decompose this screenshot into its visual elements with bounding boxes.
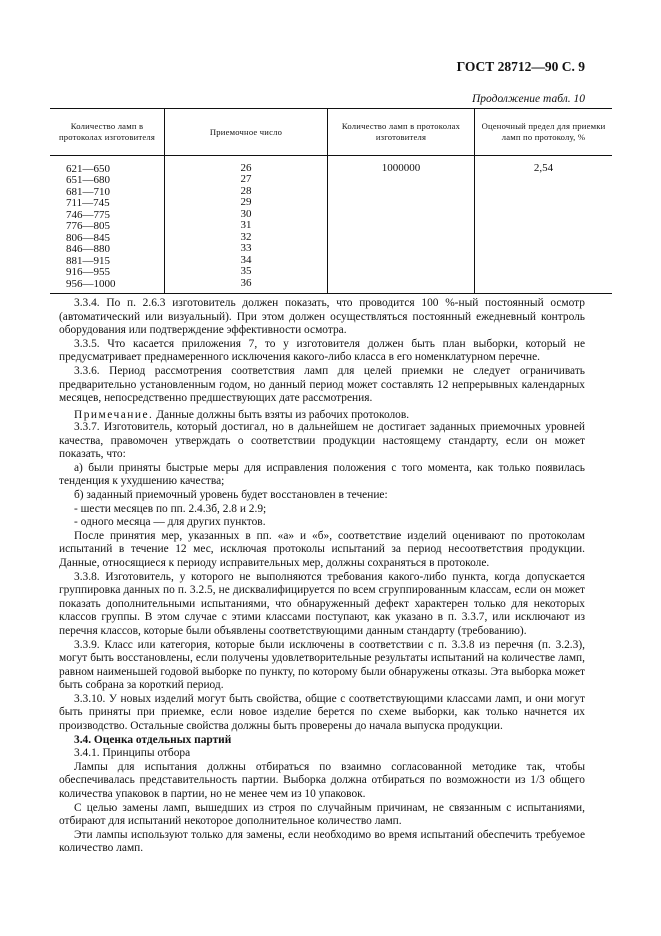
lamp-count-column [328, 156, 475, 294]
section-heading-3-4: 3.4. Оценка отдельных партий [74, 733, 232, 746]
table-body-row [50, 156, 612, 294]
acceptance-cell: 33 [240, 242, 252, 255]
note-text: Данные должны быть взяты из рабочих протоколов. [153, 408, 410, 421]
paragraph-3-3-5: 3.3.5. Что касается приложения 7, то у изготовителя должен быть план выборки, который не предусматривает преднамеренного исключения какого-либо класса в его номенклатурном перечне. [59, 337, 585, 364]
note-label: Примечание. [74, 408, 154, 421]
table-caption: Продолжение табл. 10 [472, 93, 585, 105]
paragraph-3-3-7-b2: - одного месяца — для других пунктов. [74, 516, 266, 529]
paragraph-3-3-7: 3.3.7. Изготовитель, который достигал, но в дальнейшем не достигает заданных приемочных уровней качества, правомочен утверждать о соответствии продукции настоящему стандарту, если он может показать, что: [59, 421, 585, 461]
range-cell: 621—650 [66, 163, 110, 175]
column-header-estimated-limit: Оценочный предел для приемки ламп по протоколу, % [475, 109, 613, 156]
paragraph-3-4-1-c: Эти лампы используют только для замены, если необходимо во время испытаний обеспечить требуемое количество ламп. [59, 828, 585, 855]
paragraph-3-3-7-a: а) были приняты быстрые меры для исправления положения с того момента, как только появилась тенденция к ухудшению качества; [59, 461, 585, 488]
acceptance-cell: 34 [240, 253, 252, 266]
acceptance-cell: 35 [240, 265, 252, 278]
range-cell: 806—845 [66, 231, 110, 244]
column-header-lamp-count-2: Количество ламп в протоколах изготовителя [328, 109, 475, 156]
paragraph-3-3-6: 3.3.6. Период рассмотрения соответствия ламп для целей приемки не следует ограничивать предварительно установленным годом, но данный период может составлять 12 непрерывных календарных месяцев, непосредственно предшествующих дате рассмотрения. [59, 364, 585, 405]
range-cell: 711—745 [66, 197, 110, 210]
paragraph-3-3-7-b1: - шести месяцев по пп. 2.4.3б, 2.8 и 2.9; [74, 502, 267, 515]
range-cell: 846—880 [66, 243, 110, 256]
page-header: ГОСТ 28712—90 С. 9 [456, 59, 585, 74]
range-cell: 746—775 [66, 208, 110, 221]
acceptance-cell: 36 [240, 276, 252, 289]
body-text-upper [59, 297, 585, 422]
range-cell: 651—680 [66, 174, 110, 187]
range-cell: 776—805 [66, 220, 110, 233]
paragraph-3-3-7-b: б) заданный приемочный уровень будет восстановлен в течение: [74, 488, 388, 501]
paragraph-3-3-10: 3.3.10. У новых изделий могут быть свойства, общие с соответствующими классами ламп, и они могут быть приняты при приемке, если новое изделие берется по схеме выборки, как только начнется их производство. Остальные свойства должны быть проверены до начала выпуска продукции. [59, 692, 585, 733]
body-text-lower [59, 421, 585, 856]
column-header-lamp-count: Количество ламп в протоколах изготовителя [50, 109, 165, 156]
acceptance-cell: 27 [240, 173, 252, 186]
table-header-row [50, 109, 612, 156]
acceptance-cell: 31 [240, 219, 252, 232]
column-header-acceptance-number: Приемочное число [165, 109, 328, 156]
paragraph-3-3-9: 3.3.9. Класс или категория, которые были исключены в соответствии с п. 3.3.8 из перечня (п. 3.2.3), могут быть восстановлены, если получены удовлетворительные результаты испытаний на количестве ламп, равном наименьшей годовой выборке по пункту, по которому были обнаружены отказы. Эта выборка может быть собрана за короткий период. [59, 638, 585, 692]
range-list [50, 164, 164, 290]
range-cell: 956—1000 [66, 277, 116, 290]
acceptance-list [165, 163, 327, 289]
paragraph-3-4-1-a: Лампы для испытания должны отбираться по взаимно согласованной методике так, чтобы обеспечивалась представительность партии. Выборка должна отбираться по возможности из 1/3 общего количества упаковок в партии, но не менее чем из 10 упаковок. [59, 760, 585, 801]
lamp-count-cell: 1000000 [381, 162, 421, 174]
acceptance-cell: 29 [240, 196, 252, 209]
limit-column [475, 156, 613, 294]
acceptance-cell: 32 [240, 230, 252, 243]
paragraph-3-3-4: 3.3.4. По п. 2.6.3 изготовитель должен показать, что проводится 100 %-ный постоянный осмотр (автоматический или визуальный). При этом должен осуществляться постоянный ежедневный контроль оборудования или подтверждение эффективности осмотра. [59, 297, 585, 337]
range-cell: 916—955 [66, 266, 110, 279]
paragraph-3-4-1-b: С целью замены ламп, вышедших из строя по случайным причинам, не связанным с испытаниями, отбирают для испытаний некоторое дополнительное количество ламп. [59, 801, 585, 828]
sampling-table [50, 108, 612, 294]
paragraph-3-3-7-c: После принятия мер, указанных в пп. «а» и «б», соответствие изделий оценивают по протоколам испытаний в течение 12 мес, исключая протоколы испытаний за период несоответствия продукции. Данные, относящиеся к периоду исправительных мер, должны сохраняться в протоколе. [59, 529, 585, 569]
range-cell: 881—915 [66, 254, 110, 267]
limit-cell: 2,54 [533, 162, 554, 174]
range-cell: 681—710 [66, 185, 110, 198]
acceptance-cell: 26 [240, 162, 252, 174]
acceptance-cell: 28 [240, 184, 252, 197]
paragraph-3-3-8: 3.3.8. Изготовитель, у которого не выполняются требования какого-либо пункта, когда допускается группировка данных по п. 3.2.5, не дисквалифицируется по всем сгруппированным классам, если он может показать дополнительными испытаниями, что обнаруженный дефект характерен только для некоторых классов группы. В этом случае с этими классами поступают, как указано в п. 3.3.7, или исключают из перечня классов, которые были объявлены соответствующими данным стандарту (требованию). [59, 570, 585, 637]
acceptance-cell: 30 [240, 207, 252, 220]
subsection-heading-3-4-1: 3.4.1. Принципы отбора [74, 747, 191, 760]
acceptance-column [165, 156, 328, 294]
range-column [50, 156, 165, 294]
